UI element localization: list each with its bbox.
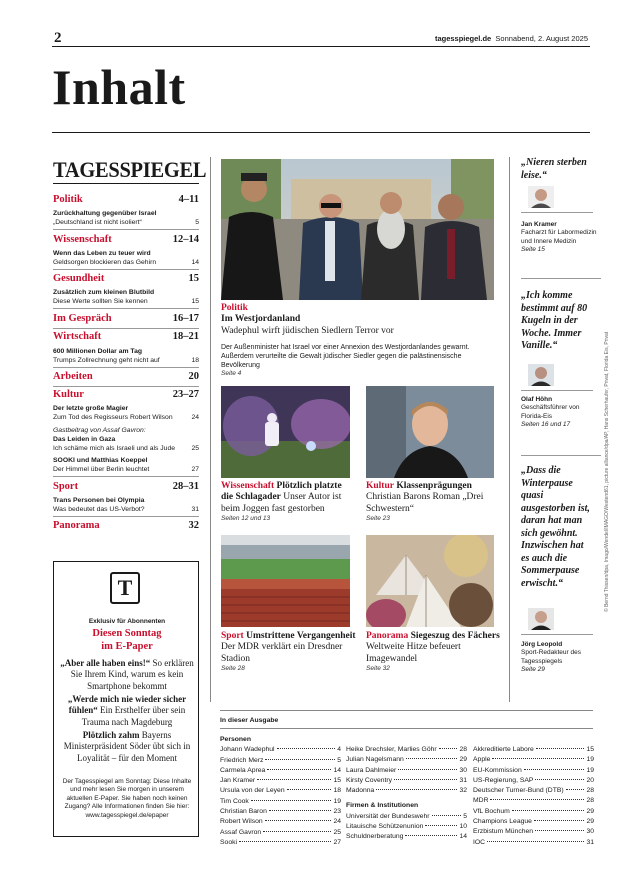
section-item[interactable]: Trans Personen bei Olympia Was bedeutet das US-Verbot? 31 xyxy=(53,497,199,513)
divider xyxy=(53,269,199,270)
section-item[interactable]: Zusätzlich zum kleinen Blutbild Diese Werte sollten Sie kennen 15 xyxy=(53,289,199,305)
leader-dots xyxy=(398,769,457,770)
avatar xyxy=(528,364,554,386)
index-rule xyxy=(220,728,593,729)
leader-dots xyxy=(287,789,332,790)
quote-1: „Nieren sterben leise.“ xyxy=(521,157,587,181)
section-kultur[interactable]: Kultur 23–27 xyxy=(53,389,199,400)
index-entry[interactable]: Ursula von der Leyen 18 xyxy=(220,787,341,795)
section-item[interactable]: Gastbeitrag von Assaf Gavron: Das Leiden in Gaza Ich schäme mich als Israeli und als Jude 25 xyxy=(53,427,199,452)
logo-rule xyxy=(53,183,199,184)
leader-dots xyxy=(406,758,458,759)
index-firmen-label: Firmen & Institutionen xyxy=(346,802,419,810)
index-entry[interactable]: Schuldnerberatung 14 xyxy=(346,833,467,841)
leader-dots xyxy=(376,789,457,790)
section-politik[interactable]: Politik 4–11 xyxy=(53,194,199,205)
index-entry[interactable]: EU-Kommission 19 xyxy=(473,766,594,774)
leader-dots xyxy=(239,841,331,842)
leader-dots xyxy=(265,759,335,760)
newspaper-logo: TAGESSPIEGEL xyxy=(53,157,207,182)
leader-dots xyxy=(536,748,585,749)
leader-dots xyxy=(566,789,585,790)
section-arbeiten[interactable]: Arbeiten 20 xyxy=(53,371,199,382)
divider xyxy=(521,390,593,391)
index-entry[interactable]: Deutscher Turner-Bund (DTB) 28 xyxy=(473,787,594,795)
index-entry[interactable]: Tim Cook 19 xyxy=(220,797,341,805)
section-item[interactable]: Zurückhaltung gegenüber Israel „Deutschland ist nicht isoliert“ 5 xyxy=(53,210,199,226)
lead-photo[interactable] xyxy=(221,159,494,300)
leader-dots xyxy=(277,748,336,749)
section-panorama[interactable]: Panorama 32 xyxy=(53,520,199,531)
issue-date: Sonnabend, 2. August 2025 xyxy=(495,34,588,43)
index-entry[interactable]: VfL Bochum 29 xyxy=(473,807,594,815)
index-entry[interactable]: Heike Drechsler, Marlies Göhr 28 xyxy=(346,746,467,753)
quote-3: „Dass die Winterpause quasi ausgestorben ist, daran hat man sich gewöhnt. Inzwischen hat es auch die Sommerpause erwischt.“ xyxy=(521,465,590,589)
leader-dots xyxy=(439,748,458,749)
epaper-teaser-2[interactable]: „Werde mich nie wieder sicher fühlen“ Ein Ersthelfer über sein Trauma nach Magdeburg xyxy=(67,694,187,727)
leader-dots xyxy=(487,841,584,842)
teaser-wissenschaft[interactable]: Wissenschaft Plötzlich platzte die Schlagader Unser Autor ist beim Joggen fast gestorben Seiten 12 und 13 xyxy=(221,481,342,523)
index-title: In dieser Ausgabe xyxy=(220,717,279,724)
column-rule xyxy=(509,157,510,702)
section-item[interactable]: Wenn das Leben zu teuer wird Geldsorgen blockieren das Gehirn 14 xyxy=(53,250,199,266)
epaper-teaser-3[interactable]: Plötzlich zahm Bayerns Ministerpräsident Söder übt sich in Loyalität – für den Moment xyxy=(63,730,191,763)
site-name[interactable]: tagesspiegel.de xyxy=(434,34,492,43)
index-entry[interactable]: IOC 31 xyxy=(473,838,594,846)
teaser-photo-kultur[interactable] xyxy=(366,386,494,478)
index-entry[interactable]: Friedrich Merz 5 xyxy=(220,756,341,764)
section-item[interactable]: SOOKI und Matthias Koeppel Der Himmel über Berlin leuchtet 27 xyxy=(53,457,199,473)
section-sport[interactable]: Sport 28–31 xyxy=(53,481,199,492)
index-entry[interactable]: Sooki 27 xyxy=(220,838,341,846)
epaper-footer: Der Tagesspiegel am Sonntag: Diese Inhalte und mehr lesen Sie morgen in unserem aktuellen E-Paper. Sie haben noch keinen Zugang? Alle Informationen finden Sie hier: www.tagesspiegel.de/epaper xyxy=(62,778,192,819)
divider xyxy=(53,476,199,477)
quote-author-3: Jörg Leopold Sport-Redakteur des Tagesspiegels Seite 29 xyxy=(521,641,581,674)
divider xyxy=(53,328,199,329)
index-entry[interactable]: Carmela Aprea 14 xyxy=(220,766,341,774)
leader-dots xyxy=(535,779,584,780)
index-column-1: Personen Johann Wadephul 4 Friedrich Merz 5 Carmela Aprea 14 Jan Kramer 15 Ursula von der Leyen 18 Tim Cook 19 Christian Baron 23 Robert Wilson 24 Assaf Gavron 25 Sooki 27 xyxy=(220,735,341,848)
leader-dots xyxy=(405,835,457,836)
leader-dots xyxy=(425,825,457,826)
index-entry[interactable]: Champions League 29 xyxy=(473,818,594,826)
page-title: Inhalt xyxy=(52,59,186,115)
divider xyxy=(53,229,199,230)
index-entry[interactable]: Robert Wilson 24 xyxy=(220,818,341,826)
teaser-sport[interactable]: Sport Umstrittene Vergangenheit Der MDR verklärt ein Dresdner Stadion Seite 28 xyxy=(221,631,356,673)
avatar xyxy=(528,608,554,630)
index-column-2 xyxy=(346,745,467,843)
epaper-kicker: Exklusiv für Abonnenten xyxy=(88,618,166,625)
avatar xyxy=(528,186,554,208)
index-entry[interactable]: Laura Dahlmeier 30 xyxy=(346,766,467,774)
index-entry[interactable]: Johann Wadephul 4 xyxy=(220,746,341,754)
header-meta xyxy=(435,34,588,43)
teaser-panorama[interactable]: Panorama Siegeszug des Fächers Weltweite Hitze befeuert Imagewandel Seite 32 xyxy=(366,631,500,673)
index-entry[interactable]: Jan Kramer 15 xyxy=(220,777,341,785)
leader-dots xyxy=(490,799,584,800)
column-rule xyxy=(210,157,211,702)
leader-dots xyxy=(535,830,584,831)
index-entry[interactable]: MDR 28 xyxy=(473,797,594,805)
lead-caption[interactable]: Politik Im Westjordanland Wadephul wirft jüdischen Siedlern Terror vor Der Außenminister hat Israel vor einer Annexion des Westjordanlandes gewarnt. Außerdem verurteilte die Gewalt jüdischer Siedler gegen die palästinensische Bevölkerung Seite 4 xyxy=(221,303,470,378)
index-entry[interactable]: Akkreditierte Labore 15 xyxy=(473,746,594,753)
divider xyxy=(53,367,199,368)
leader-dots xyxy=(251,800,332,801)
leader-dots xyxy=(263,831,331,832)
epaper-teaser-1[interactable]: „Aber alle haben eins!“ So erklären Sie Ihrem Kind, warum es kein Smartphone bekommt xyxy=(60,658,194,691)
leader-dots xyxy=(267,769,331,770)
quote-author-2: Olaf Höhn Geschäftsführer von Florida-Eis Seiten 16 und 17 xyxy=(521,396,580,429)
teaser-kultur[interactable]: Kultur Klassenprägungen Christian Barons Roman „Drei Schwestern“ Seite 23 xyxy=(366,481,484,523)
divider xyxy=(53,386,199,387)
section-wissenschaft[interactable]: Wissenschaft 12–14 xyxy=(53,234,199,245)
leader-dots xyxy=(265,820,332,821)
page-number: 2 xyxy=(54,30,62,46)
section-gesundheit[interactable]: Gesundheit 15 xyxy=(53,273,199,284)
leader-dots xyxy=(269,810,332,811)
index-entry[interactable]: US-Regierung, SAP 20 xyxy=(473,776,594,784)
index-entry[interactable]: Litauische Schützenunion 10 xyxy=(346,823,467,831)
index-entry[interactable]: Madonna 32 xyxy=(346,787,467,795)
leader-dots xyxy=(257,779,331,780)
header-rule xyxy=(52,46,590,47)
leader-dots xyxy=(512,810,585,811)
title-rule xyxy=(52,132,590,133)
index-entry[interactable]: Apple 19 xyxy=(473,756,594,764)
index-entry[interactable]: Kirsty Coventry 31 xyxy=(346,776,467,784)
epaper-box[interactable] xyxy=(53,561,199,837)
section-wirtschaft[interactable]: Wirtschaft 18–21 xyxy=(53,331,199,342)
index-top-rule xyxy=(220,710,593,711)
index-column-3 xyxy=(473,745,594,848)
photo-credit: © Bernd Thissen/dpa, Imago/Wendel/IMAGO/Westend61, picture alliance/dpa/AP, Hans Scherhaufer, Privat, Florida Eis, Privat xyxy=(604,331,610,612)
divider xyxy=(521,278,601,279)
leader-dots xyxy=(492,758,584,759)
index-entry[interactable]: Christian Baron 23 xyxy=(220,808,341,816)
tagesspiegel-t-logo: T xyxy=(110,572,140,604)
divider xyxy=(521,455,601,456)
section-im-gespraech[interactable]: Im Gespräch 16–17 xyxy=(53,313,199,324)
teaser-photo-sport[interactable] xyxy=(221,535,350,627)
leader-dots xyxy=(524,769,585,770)
quote-author-1: Jan Kramer Facharzt für Labormedizin und Innere Medizin Seite 15 xyxy=(521,221,597,254)
index-entry[interactable]: Universität der Bundeswehr 5 xyxy=(346,812,467,820)
quote-2: „Ich komme bestimmt auf 80 Kugeln in der Woche. Immer Vanille.“ xyxy=(521,290,588,351)
leader-dots xyxy=(394,779,457,780)
teaser-photo-panorama[interactable] xyxy=(366,535,494,627)
divider xyxy=(53,516,199,517)
section-item[interactable]: 600 Millionen Dollar am Tag Trumps Zollrechnung geht nicht auf 18 xyxy=(53,348,199,364)
divider xyxy=(53,308,199,309)
index-entry[interactable]: Assaf Gavron 25 xyxy=(220,828,341,836)
leader-dots xyxy=(534,820,584,821)
divider xyxy=(521,634,593,635)
epaper-headline: Diesen Sonntag im E-Paper xyxy=(92,628,162,652)
leader-dots xyxy=(432,815,462,816)
index-entry[interactable]: Julian Nagelsmann 29 xyxy=(346,756,467,764)
teaser-photo-wissenschaft[interactable] xyxy=(221,386,350,478)
index-entry[interactable]: Erzbistum München 30 xyxy=(473,828,594,836)
section-item[interactable]: Der letzte große Magier Zum Tod des Regisseurs Robert Wilson 24 xyxy=(53,405,199,421)
divider xyxy=(521,212,593,213)
